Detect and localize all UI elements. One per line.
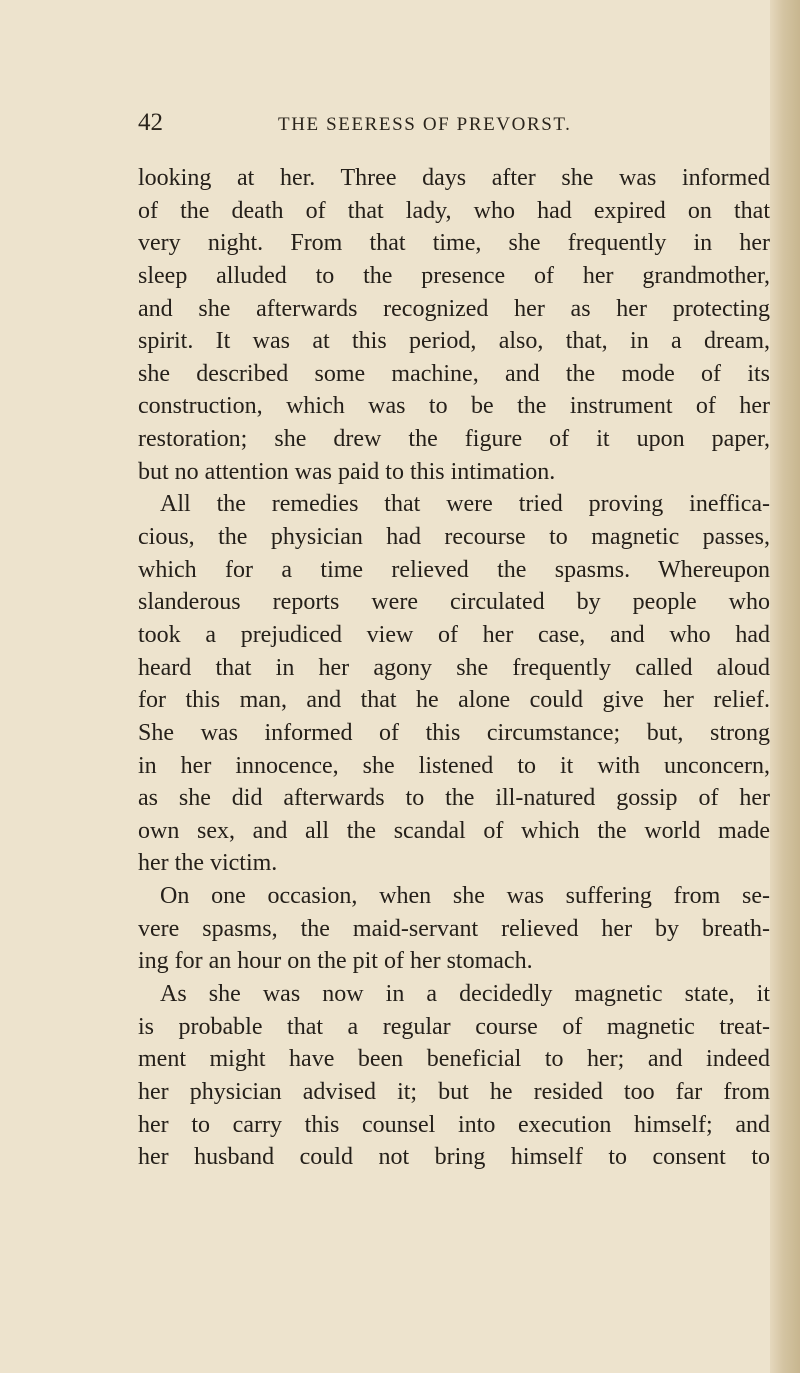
- running-head: [138, 108, 770, 142]
- text-line: On one occasion, when she was suffering from se-: [160, 883, 770, 910]
- text-line: ment might have been beneficial to her; and indeed: [138, 1046, 770, 1073]
- text-line: for this man, and that he alone could give her relief.: [138, 687, 770, 714]
- text-line: spirit. It was at this period, also, that, in a dream,: [138, 328, 770, 355]
- running-title: THE SEERESS OF PREVORST.: [278, 114, 572, 135]
- text-line: her husband could not bring himself to consent to: [138, 1144, 770, 1171]
- text-line: very night. From that time, she frequently in her: [138, 230, 770, 257]
- page-edge: [770, 0, 800, 1373]
- text-line: cious, the physician had recourse to magnetic passes,: [138, 524, 770, 551]
- text-line: heard that in her agony she frequently called aloud: [138, 654, 770, 681]
- text-line: All the remedies that were tried proving ineffica-: [160, 491, 770, 518]
- body-text: [138, 162, 770, 1174]
- text-line: As she was now in a decidedly magnetic state, it: [160, 981, 770, 1008]
- text-line: ing for an hour on the pit of her stomach.: [138, 948, 533, 975]
- text-line: is probable that a regular course of magnetic treat-: [138, 1013, 770, 1040]
- text-line: slanderous reports were circulated by people who: [138, 589, 770, 616]
- text-line: sleep alluded to the presence of her grandmother,: [138, 262, 770, 289]
- text-line: She was informed of this circumstance; but, strong: [138, 719, 770, 746]
- text-line: which for a time relieved the spasms. Whereupon: [138, 556, 770, 583]
- text-line: she described some machine, and the mode of its: [138, 360, 770, 387]
- text-line: her to carry this counsel into execution himself; and: [138, 1111, 770, 1138]
- text-line: her the victim.: [138, 850, 278, 877]
- text-line: and she afterwards recognized her as her protecting: [138, 295, 770, 322]
- text-line: but no attention was paid to this intimation.: [138, 458, 556, 485]
- text-line: of the death of that lady, who had expired on that: [138, 197, 770, 224]
- text-line: restoration; she drew the figure of it upon paper,: [138, 426, 770, 453]
- text-line: took a prejudiced view of her case, and who had: [138, 621, 770, 648]
- text-line: construction, which was to be the instrument of her: [138, 393, 770, 420]
- text-line: in her innocence, she listened to it with unconcern,: [138, 752, 770, 779]
- text-line: vere spasms, the maid-servant relieved her by breath-: [138, 915, 770, 942]
- text-line: her physician advised it; but he resided too far from: [138, 1078, 770, 1105]
- text-line: as she did afterwards to the ill-natured gossip of her: [138, 785, 770, 812]
- text-line: own sex, and all the scandal of which the world made: [138, 817, 770, 844]
- page-number: 42: [138, 109, 163, 136]
- text-line: looking at her. Three days after she was informed: [138, 165, 770, 191]
